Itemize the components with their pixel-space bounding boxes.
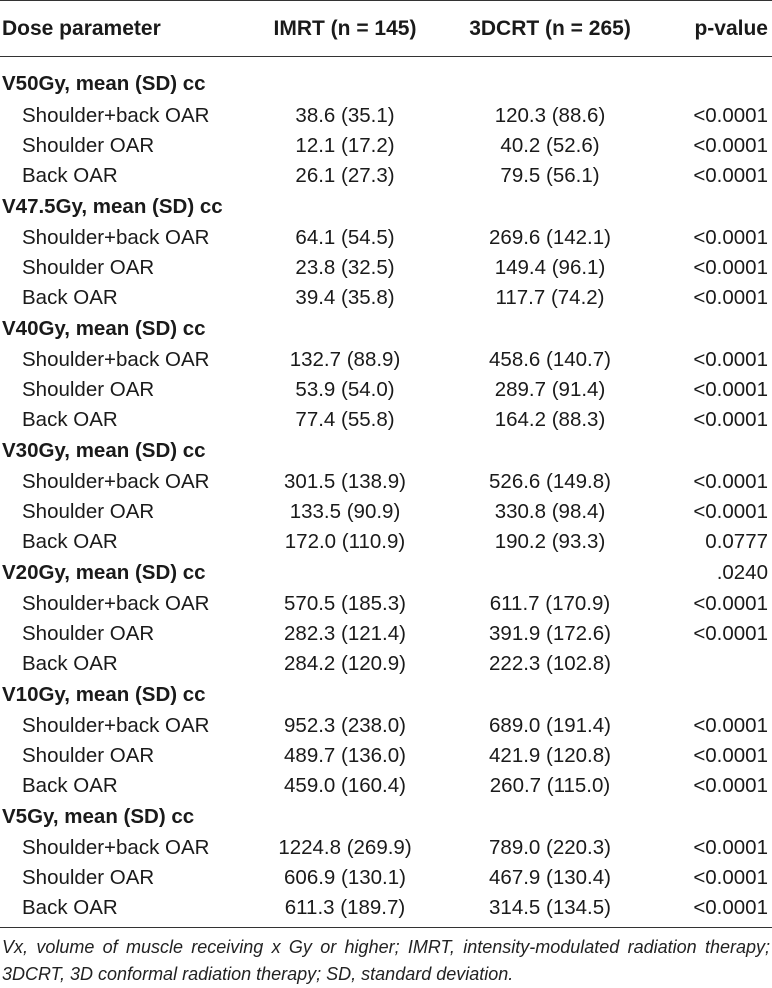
row-3dcrt-value: 789.0 (220.3) (489, 836, 611, 859)
table-row (0, 375, 772, 405)
row-3dcrt-value: 458.6 (140.7) (489, 348, 611, 371)
row-imrt-value: 39.4 (35.8) (295, 286, 395, 309)
row-3dcrt-value: 260.7 (115.0) (489, 774, 611, 797)
row-imrt-value: 301.5 (138.9) (284, 470, 406, 493)
group-p-value (660, 801, 772, 833)
row-imrt-value: 77.4 (55.8) (295, 408, 395, 431)
row-label: Shoulder OAR (22, 866, 155, 889)
header-row (0, 1, 772, 57)
group-label: V40Gy, mean (SD) cc (2, 317, 206, 340)
row-imrt-value: 459.0 (160.4) (284, 774, 406, 797)
row-label: Shoulder OAR (22, 744, 155, 767)
group-label: V20Gy, mean (SD) cc (2, 561, 206, 584)
group-p-value (660, 191, 772, 223)
table-body (0, 57, 772, 924)
row-3dcrt-value: 117.7 (74.2) (495, 286, 605, 309)
group-imrt-empty (250, 557, 440, 589)
row-p-value: 0.0777 (705, 530, 768, 553)
row-p-value: <0.0001 (693, 378, 768, 401)
group-3dcrt-empty (440, 313, 660, 345)
table-footnote: Vx, volume of muscle receiving x Gy or higher; IMRT, intensity-modulated radiation therapy; 3DCRT, 3D conformal radiation therapy; SD, standard deviation. (2, 937, 770, 984)
group-imrt-empty (250, 191, 440, 223)
group-label: V5Gy, mean (SD) cc (2, 805, 195, 828)
row-label: Back OAR (22, 774, 118, 797)
header-imrt: IMRT (n = 145) (250, 1, 440, 57)
row-label: Back OAR (22, 652, 118, 675)
group-label: V50Gy, mean (SD) cc (2, 72, 206, 95)
row-p-value: <0.0001 (693, 836, 768, 859)
row-label: Shoulder+back OAR (22, 104, 210, 127)
row-imrt-value: 53.9 (54.0) (295, 378, 395, 401)
group-p-value (660, 57, 772, 102)
group-p-value (660, 313, 772, 345)
row-imrt-value: 132.7 (88.9) (289, 348, 401, 371)
row-imrt-value: 1224.8 (269.9) (278, 836, 412, 859)
table-row (0, 741, 772, 771)
row-label: Back OAR (22, 896, 118, 919)
table-row (0, 131, 772, 161)
row-3dcrt-value: 222.3 (102.8) (489, 652, 611, 675)
table-row (0, 161, 772, 191)
group-p-value: .0240 (716, 561, 768, 584)
table-row (0, 345, 772, 375)
row-3dcrt-value: 689.0 (191.4) (489, 714, 611, 737)
table-row (0, 467, 772, 497)
row-3dcrt-value: 289.7 (91.4) (494, 378, 606, 401)
table-row (0, 711, 772, 741)
row-label: Shoulder+back OAR (22, 836, 210, 859)
row-3dcrt-value: 467.9 (130.4) (489, 866, 611, 889)
header-p-value: p-value (660, 1, 772, 57)
row-3dcrt-value: 611.7 (170.9) (489, 592, 611, 615)
row-imrt-value: 570.5 (185.3) (284, 592, 406, 615)
table-header (0, 1, 772, 57)
row-p-value: <0.0001 (693, 744, 768, 767)
group-p-value (660, 679, 772, 711)
row-p-value: <0.0001 (693, 470, 768, 493)
table-row (0, 223, 772, 253)
table-row (0, 589, 772, 619)
group-3dcrt-empty (440, 191, 660, 223)
table-row (0, 101, 772, 131)
row-label: Shoulder OAR (22, 622, 155, 645)
row-label: Back OAR (22, 530, 118, 553)
row-imrt-value: 952.3 (238.0) (284, 714, 406, 737)
row-imrt-value: 23.8 (32.5) (295, 256, 395, 279)
row-imrt-value: 26.1 (27.3) (295, 164, 395, 187)
row-p-value: <0.0001 (693, 226, 768, 249)
row-3dcrt-value: 330.8 (98.4) (494, 500, 606, 523)
row-p-value: <0.0001 (693, 134, 768, 157)
row-3dcrt-value: 314.5 (134.5) (489, 896, 611, 919)
header-3dcrt: 3DCRT (n = 265) (440, 1, 660, 57)
group-p-value (660, 435, 772, 467)
header-dose-parameter: Dose parameter (0, 1, 250, 57)
row-imrt-value: 64.1 (54.5) (295, 226, 395, 249)
row-3dcrt-value: 79.5 (56.1) (500, 164, 600, 187)
row-3dcrt-value: 120.3 (88.6) (494, 104, 606, 127)
row-p-value: <0.0001 (693, 896, 768, 919)
row-p-value: <0.0001 (693, 164, 768, 187)
table-row (0, 893, 772, 923)
group-row (0, 57, 772, 102)
group-label: V30Gy, mean (SD) cc (2, 439, 206, 462)
group-imrt-empty (250, 313, 440, 345)
row-p-value: <0.0001 (693, 622, 768, 645)
row-3dcrt-value: 40.2 (52.6) (500, 134, 600, 157)
group-3dcrt-empty (440, 435, 660, 467)
row-label: Shoulder+back OAR (22, 226, 210, 249)
row-p-value: <0.0001 (693, 286, 768, 309)
table-row (0, 405, 772, 435)
table-row (0, 253, 772, 283)
row-p-value: <0.0001 (693, 866, 768, 889)
row-p-value: <0.0001 (693, 408, 768, 431)
row-label: Shoulder OAR (22, 256, 155, 279)
group-imrt-empty (250, 57, 440, 102)
group-imrt-empty (250, 679, 440, 711)
row-3dcrt-value: 149.4 (96.1) (494, 256, 606, 279)
row-label: Back OAR (22, 408, 118, 431)
row-label: Shoulder OAR (22, 378, 155, 401)
group-row (0, 435, 772, 467)
table-row (0, 527, 772, 557)
group-3dcrt-empty (440, 57, 660, 102)
row-3dcrt-value: 526.6 (149.8) (489, 470, 611, 493)
group-row (0, 679, 772, 711)
row-imrt-value: 606.9 (130.1) (284, 866, 406, 889)
group-3dcrt-empty (440, 801, 660, 833)
group-row (0, 313, 772, 345)
table-row (0, 863, 772, 893)
table-row (0, 619, 772, 649)
row-imrt-value: 282.3 (121.4) (284, 622, 406, 645)
row-label: Shoulder OAR (22, 500, 155, 523)
row-p-value: <0.0001 (693, 714, 768, 737)
table-row (0, 771, 772, 801)
group-row (0, 191, 772, 223)
row-imrt-value: 284.2 (120.9) (284, 652, 406, 675)
group-label: V47.5Gy, mean (SD) cc (2, 195, 223, 218)
row-label: Back OAR (22, 286, 118, 309)
row-imrt-value: 172.0 (110.9) (284, 530, 406, 553)
row-label: Shoulder+back OAR (22, 348, 210, 371)
group-3dcrt-empty (440, 557, 660, 589)
group-row (0, 801, 772, 833)
row-3dcrt-value: 421.9 (120.8) (489, 744, 611, 767)
table-row (0, 833, 772, 863)
group-3dcrt-empty (440, 679, 660, 711)
row-imrt-value: 12.1 (17.2) (295, 134, 395, 157)
group-imrt-empty (250, 801, 440, 833)
table-row (0, 497, 772, 527)
row-imrt-value: 38.6 (35.1) (295, 104, 395, 127)
table-row (0, 283, 772, 313)
row-p-value: <0.0001 (693, 104, 768, 127)
row-label: Shoulder+back OAR (22, 470, 210, 493)
group-imrt-empty (250, 435, 440, 467)
table-row (0, 649, 772, 679)
row-p-value: <0.0001 (693, 774, 768, 797)
row-3dcrt-value: 269.6 (142.1) (489, 226, 611, 249)
row-p-value: <0.0001 (693, 256, 768, 279)
row-p-value: <0.0001 (693, 592, 768, 615)
row-label: Back OAR (22, 164, 118, 187)
row-p-value: <0.0001 (693, 500, 768, 523)
row-imrt-value: 133.5 (90.9) (289, 500, 401, 523)
row-3dcrt-value: 190.2 (93.3) (494, 530, 606, 553)
row-3dcrt-value: 391.9 (172.6) (489, 622, 611, 645)
row-imrt-value: 489.7 (136.0) (284, 744, 406, 767)
row-label: Shoulder+back OAR (22, 714, 210, 737)
row-imrt-value: 611.3 (189.7) (284, 896, 406, 919)
row-label: Shoulder+back OAR (22, 592, 210, 615)
row-p-value (660, 649, 772, 679)
row-3dcrt-value: 164.2 (88.3) (494, 408, 606, 431)
group-row (0, 557, 772, 589)
row-label: Shoulder OAR (22, 134, 155, 157)
group-label: V10Gy, mean (SD) cc (2, 683, 206, 706)
row-p-value: <0.0001 (693, 348, 768, 371)
